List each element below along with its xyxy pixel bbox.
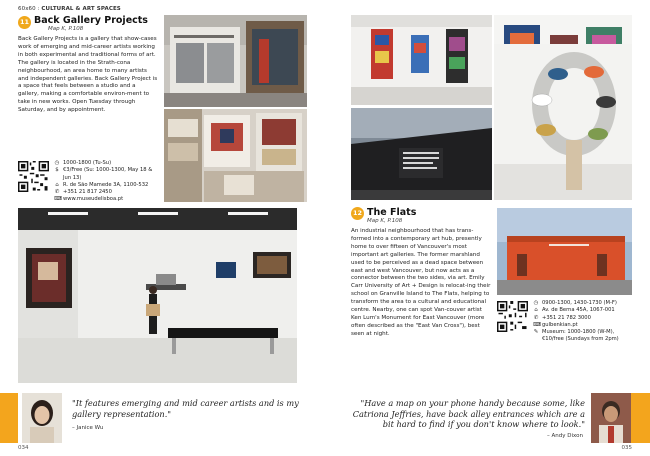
price-icon: $ [55,167,59,174]
venue-description: An industrial neighbourhood that has trans-formed into a contemporary art hub, presently home to over fifteen of Vancouver's most important art galleries. The former marshland used to be perceived as a dead space between east and west Vancouver, but now acts as a connector between the two sides, via art. Emily Carr University of Art + Design is relocat-ing their school on Granville Island to The Flats, helping to transform the area to a cultural and educational centre. Nearby, one can spot Van-couver artist Ken Lum's Monument for East Vancouver (more often described as the "East Van Cross"), best seen at night. [351,228,491,337]
info-address: Av. de Berna 45A, 1067-001 [542,307,615,314]
info-phone[interactable]: +351 21 817 2450 [63,189,112,196]
quote-text: "It features emerging and mid career artists and is my gallery representation." [72,398,299,419]
phone-icon: ✆ [533,314,539,321]
info-address: R. de São Mamede 3A, 1100-532 [63,181,149,188]
clock-icon: ◷ [533,300,539,306]
info-hours: 1000-1800 (Tu-Su) [63,160,112,166]
quote-author: – Andy Dixon [547,433,583,439]
venue-number-badge: 11 [18,16,31,29]
header-prefix: 60x60 : [18,6,40,12]
info-website[interactable]: gulbenkian.pt [542,321,578,328]
right-page [325,0,650,456]
gallery-studio-photo [164,109,307,202]
web-icon: ⌨ [533,321,541,328]
home-icon: ⌂ [534,307,538,314]
home-icon: ⌂ [55,181,59,188]
info-website[interactable]: www.museudelisboa.pt [63,196,124,203]
info-museum: Museum: 1000-1800 (W-M), €10/free (Sundays from 2pm) [542,329,619,343]
venue-title: The Flats [367,207,417,218]
venue-map-ref: Map K, P.108 [367,218,403,224]
venue-info [533,300,633,344]
museum-icon: ✎ [533,329,539,336]
gallery-building-photo [351,108,492,200]
avatar [22,393,62,443]
web-icon: ⌨ [54,196,62,203]
orange-building-photo [497,208,632,295]
clock-icon: ◷ [54,160,60,166]
venue-title: Back Gallery Projects [34,15,148,26]
info-hours: 0900-1300, 1430-1730 (M-F) [542,300,617,306]
quote-accent-band [0,393,18,443]
avatar [591,393,631,443]
gallery-storefront-photo [164,15,307,107]
section-header [18,6,121,12]
venue-map-ref: Map K, P.108 [48,26,84,32]
hanging-art-photo [351,15,492,105]
quote-text: "Have a map on your phone handy because some, like Catriona Jeffries, have back alley entrances which are a bit hard to find if you don't know where to look." [352,398,585,429]
venue-description: Back Gallery Projects is a gallery that show-cases work of emerging and mid-career artists working in both experimental and traditional forms of art. The gallery is located in the Strath-cona neighbourhood, an area home to many artists and independent galleries. Back Gallery Project is a space that feels between a studio and a gallery, making a comfortable environ-ment to take in new works. Open Tuesday through Saturday, and by appointment. [18,36,158,114]
info-price: €3/Free (Su: 1000-1300, May 18 & Jun 13) [63,167,153,181]
quote-author: – Janice Wu [72,425,104,431]
gallery-interior-photo [18,208,297,383]
info-phone[interactable]: +351 21 782 3000 [542,314,591,321]
header-section: CULTURAL & ART SPACES [41,6,121,12]
page-number: 035 [621,445,632,451]
phone-icon: ✆ [54,189,60,196]
venue-number-badge: 12 [351,207,364,220]
qr-code[interactable] [18,161,49,192]
qr-code[interactable] [497,301,528,332]
venue-info [54,160,159,204]
sculpture-photo [494,44,632,200]
page-number: 034 [18,445,29,451]
